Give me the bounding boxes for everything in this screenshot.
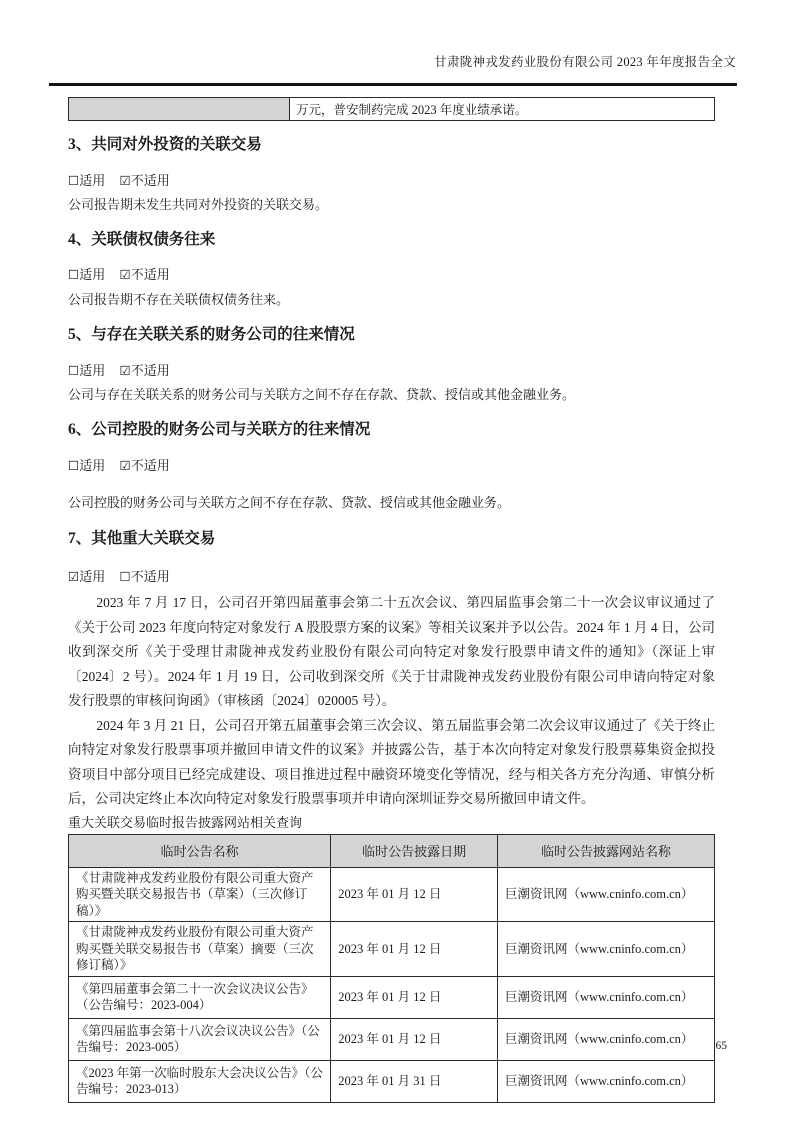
table-row [69,976,715,1018]
section-4-applicability [68,266,715,283]
announcement-name-cell: 《甘肃陇神戎发药业股份有限公司重大资产购买暨关联交易报告书（草案）摘要（三次修订稿）》 [69,922,331,977]
section-5-body: 公司与存在关联关系的财务公司与关联方之间不存在存款、贷款、授信或其他金融业务。 [68,387,576,402]
not-applicable-label: 不适用 [130,173,170,188]
checkbox-checked-icon: ☑ [119,173,131,188]
checkbox-unchecked-icon: ☐ [68,267,80,282]
announcement-name-cell: 《2023 年第一次临时股东大会决议公告》（公告编号：2023-013） [69,1060,331,1102]
section-7-paragraph-1: 2023 年 7 月 17 日，公司召开第四届董事会第二十五次会议、第四届监事会第二十一次会议审议通过了《关于公司 2023 年度向特定对象发行 A 股股票方案的议案》等相关议案并予以公告。2024 年 1 月 4 日，公司收到深交所《关于受理甘肃陇神戎发药业股份有限公司向特定对象发行股票申请文件的通知》（深证上审〔2024〕2 号）。2024 年 1 月 19 日，公司收到深交所《关于甘肃陇神戎发药业股份有限公司申请向特定对象发行股票的审核问询函》（审核函〔2024〕020005 号）。 [68,595,715,708]
disclosure-site-cell: 巨潮资讯网（www.cninfo.com.cn） [498,922,715,977]
disclosure-site-cell: 巨潮资讯网（www.cninfo.com.cn） [498,1018,715,1060]
table-row [69,867,715,922]
disclosure-date-cell: 2023 年 01 月 31 日 [331,1060,498,1102]
header-cell-disclosure-date: 临时公告披露日期 [331,834,498,867]
section-6-heading: 6、公司控股的财务公司与关联方的往来情况 [68,421,371,438]
section-3-heading: 3、共同对外投资的关联交易 [68,136,262,153]
checkbox-unchecked-icon: ☐ [68,363,80,378]
header-cell-disclosure-site: 临时公告披露网站名称 [498,834,715,867]
page-header-title: 甘肃陇神戎发药业股份有限公司 2023 年年度报告全文 [434,55,736,69]
section-6-applicability [68,457,715,474]
header-divider-rule [49,83,737,86]
announcements-table-caption: 重大关联交易临时报告披露网站相关查询 [68,814,303,830]
section-5-heading: 5、与存在关联关系的财务公司的往来情况 [68,326,355,343]
disclosure-site-cell: 巨潮资讯网（www.cninfo.com.cn） [498,976,715,1018]
checkbox-checked-icon: ☑ [68,569,80,584]
continuation-left-cell [69,98,290,121]
not-applicable-label: 不适用 [130,569,170,584]
announcement-name-cell: 《第四届监事会第十八次会议决议公告》（公告编号：2023-005） [69,1018,331,1060]
section-5-applicability [68,362,715,379]
table-header-row [69,834,715,867]
section-7-heading: 7、其他重大关联交易 [68,530,216,547]
checkbox-unchecked-icon: ☐ [119,569,131,584]
not-applicable-label: 不适用 [130,267,170,282]
applicable-label: 适用 [79,173,106,188]
section-4-body: 公司报告期不存在关联债权债务往来。 [68,292,290,307]
announcement-name-cell: 《第四届董事会第二十一次会议决议公告》（公告编号：2023-004） [69,976,331,1018]
section-7-paragraph-2: 2024 年 3 月 21 日，公司召开第五届董事会第三次会议、第五届监事会第二次会议审议通过了《关于终止向特定对象发行股票事项并撤回申请文件的议案》并披露公告，基于本次向特定对象发行股票募集资金拟投资项目中部分项目已经完成建设、项目推进过程中融资环境变化等情况，经与相关各方充分沟通、审慎分析后，公司决定终止本次向特定对象发行股票事项并申请向深圳证券交易所撤回申请文件。 [68,717,715,806]
announcement-name-cell: 《甘肃陇神戎发药业股份有限公司重大资产购买暨关联交易报告书（草案）（三次修订稿）》 [69,867,331,922]
applicable-label: 适用 [79,363,106,378]
page-content [68,97,715,1103]
continuation-table [68,97,715,121]
disclosure-site-cell: 巨潮资讯网（www.cninfo.com.cn） [498,867,715,922]
checkbox-unchecked-icon: ☐ [68,173,80,188]
not-applicable-label: 不适用 [130,458,170,473]
disclosure-date-cell: 2023 年 01 月 12 日 [331,1018,498,1060]
section-3-body: 公司报告期未发生共同对外投资的关联交易。 [68,197,329,212]
section-7-applicability [68,568,715,585]
checkbox-unchecked-icon: ☐ [68,458,80,473]
section-3-applicability [68,172,715,189]
header-cell-announcement-name: 临时公告名称 [69,834,331,867]
table-row [69,1060,715,1102]
applicable-label: 适用 [79,569,106,584]
checkbox-checked-icon: ☑ [119,363,131,378]
disclosure-date-cell: 2023 年 01 月 12 日 [331,867,498,922]
applicable-label: 适用 [79,267,106,282]
page-number: 65 [715,1040,727,1052]
disclosure-site-cell: 巨潮资讯网（www.cninfo.com.cn） [498,1060,715,1102]
table-row [69,1018,715,1060]
table-row [69,98,715,121]
not-applicable-label: 不适用 [130,363,170,378]
section-6-body: 公司控股的财务公司与关联方之间不存在存款、贷款、授信或其他金融业务。 [68,495,511,510]
continuation-right-cell: 万元，普安制药完成 2023 年度业绩承诺。 [290,98,715,121]
checkbox-checked-icon: ☑ [119,267,131,282]
applicable-label: 适用 [79,458,106,473]
disclosure-date-cell: 2023 年 01 月 12 日 [331,976,498,1018]
section-4-heading: 4、关联债权债务往来 [68,231,216,248]
announcements-table [68,834,715,1103]
table-row [69,922,715,977]
checkbox-checked-icon: ☑ [119,458,131,473]
disclosure-date-cell: 2023 年 01 月 12 日 [331,922,498,977]
